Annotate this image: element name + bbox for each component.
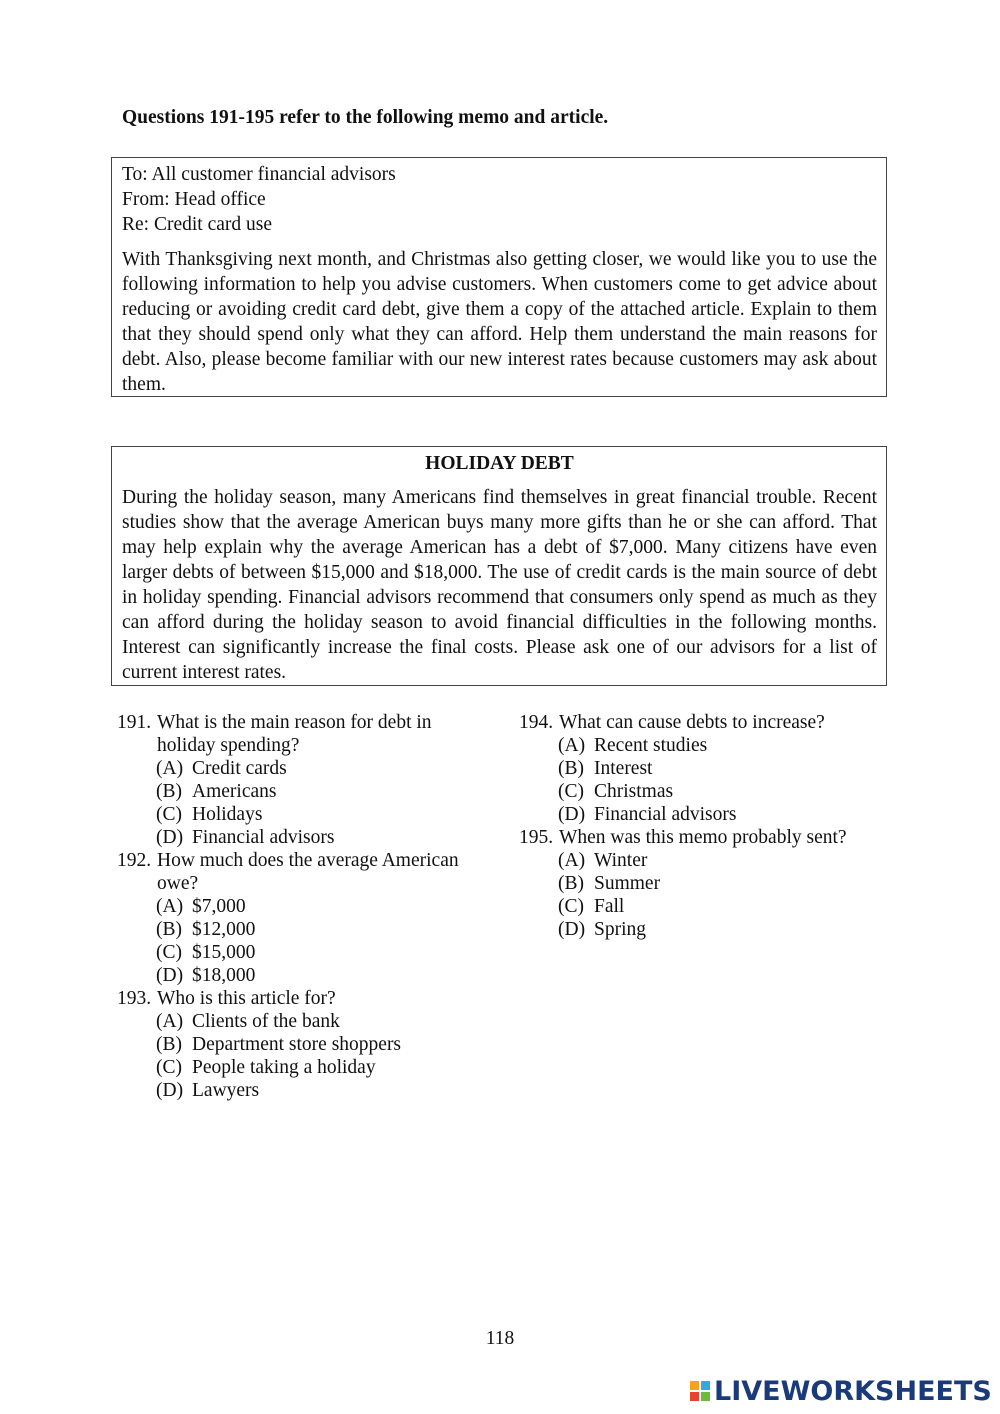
option-letter: (A): [156, 1011, 184, 1032]
memo-re: Re: Credit card use: [122, 214, 272, 235]
question-number: 191.: [117, 712, 152, 733]
option-text: Summer: [594, 873, 661, 894]
memo-box: [111, 157, 887, 397]
option-191-c[interactable]: [117, 803, 487, 826]
option-text: Financial advisors: [192, 827, 335, 848]
option-191-a[interactable]: [117, 757, 487, 780]
memo-to: To: All customer financial advisors: [122, 164, 396, 185]
option-letter: (C): [156, 804, 182, 825]
option-191-b[interactable]: [117, 780, 487, 803]
option-192-d[interactable]: [117, 964, 487, 987]
option-text: Credit cards: [192, 758, 287, 779]
question-194: [519, 711, 889, 734]
question-192: [117, 849, 487, 895]
option-192-a[interactable]: [117, 895, 487, 918]
option-letter: (C): [156, 1057, 182, 1078]
option-text: $7,000: [192, 896, 246, 917]
option-194-c[interactable]: [519, 780, 889, 803]
option-text: Americans: [192, 781, 277, 802]
option-letter: (D): [156, 827, 184, 848]
option-text: $18,000: [192, 965, 256, 986]
option-194-b[interactable]: [519, 757, 889, 780]
option-192-b[interactable]: [117, 918, 487, 941]
question-text: How much does the average American owe?: [157, 850, 459, 894]
option-text: People taking a holiday: [192, 1057, 376, 1078]
option-193-b[interactable]: [117, 1033, 487, 1056]
question-number: 193.: [117, 988, 152, 1009]
option-text: Interest: [594, 758, 653, 779]
article-title: HOLIDAY DEBT: [425, 453, 574, 474]
option-194-a[interactable]: [519, 734, 889, 757]
option-text: $12,000: [192, 919, 256, 940]
memo-body: With Thanksgiving next month, and Christmas also getting closer, we would like you to use the following information to help you advise customers. When customers come to get advice about reducing or avoiding credit card debt, give them a copy of the attached article. Explain to them that they should spend only what they can afford. Help them understand the main reasons for debt. Also, please become familiar with our new interest rates because customers may ask about them.: [122, 249, 877, 395]
option-text: Winter: [594, 850, 648, 871]
option-195-a[interactable]: [519, 849, 889, 872]
questions-heading: Questions 191-195 refer to the following memo and article.: [122, 107, 609, 128]
option-letter: (A): [558, 850, 586, 871]
option-letter: (A): [156, 758, 184, 779]
option-letter: (B): [558, 873, 584, 894]
option-letter: (C): [156, 942, 182, 963]
option-193-a[interactable]: [117, 1010, 487, 1033]
questions-column-right: [519, 711, 889, 941]
option-text: Clients of the bank: [192, 1011, 340, 1032]
memo-header: [122, 162, 877, 237]
question-193: [117, 987, 487, 1010]
option-letter: (D): [156, 965, 184, 986]
question-text: What is the main reason for debt in holiday spending?: [157, 712, 432, 756]
option-letter: (A): [558, 735, 586, 756]
question-195: [519, 826, 889, 849]
option-text: Financial advisors: [594, 804, 737, 825]
question-text: Who is this article for?: [157, 988, 336, 1009]
question-number: 194.: [519, 712, 554, 733]
logo-block: [701, 1392, 710, 1401]
question-number: 192.: [117, 850, 152, 871]
question-number: 195.: [519, 827, 554, 848]
page-number: 118: [485, 1328, 515, 1349]
option-letter: (C): [558, 781, 584, 802]
option-text: Fall: [594, 896, 625, 917]
option-letter: (D): [558, 919, 586, 940]
memo-from: From: Head office: [122, 189, 266, 210]
option-text: Holidays: [192, 804, 263, 825]
logo-block: [701, 1381, 710, 1390]
option-195-d[interactable]: [519, 918, 889, 941]
option-letter: (A): [156, 896, 184, 917]
option-letter: (B): [156, 781, 182, 802]
option-letter: (D): [558, 804, 586, 825]
option-text: Recent studies: [594, 735, 708, 756]
article-box: [111, 446, 887, 686]
option-193-d[interactable]: [117, 1079, 487, 1102]
option-192-c[interactable]: [117, 941, 487, 964]
option-letter: (C): [558, 896, 584, 917]
option-text: Spring: [594, 919, 647, 940]
questions-column-left: [117, 711, 487, 1102]
option-195-b[interactable]: [519, 872, 889, 895]
option-text: Department store shoppers: [192, 1034, 402, 1055]
option-194-d[interactable]: [519, 803, 889, 826]
option-text: Christmas: [594, 781, 674, 802]
option-text: $15,000: [192, 942, 256, 963]
option-letter: (D): [156, 1080, 184, 1101]
logo-text: LIVEWORKSHEETS: [714, 1375, 992, 1407]
question-191: [117, 711, 487, 757]
option-letter: (B): [156, 919, 182, 940]
option-text: Lawyers: [192, 1080, 260, 1101]
article-body: During the holiday season, many Americans find themselves in great financial trouble. Recent studies show that the average American buys many more gifts than he or she can afford. That may help explain why the average American has a debt of $7,000. Many citizens have even larger debts of between $15,000 and $18,000. The use of credit cards is the main source of debt in holiday spending. Financial advisors recommend that consumers only spend as much as they can afford during the holiday season to avoid financial difficulties in the following months. Interest can significantly increase the final costs. Please ask one of our advisors for a list of current interest rates.: [122, 487, 877, 683]
logo-block: [690, 1381, 699, 1390]
liveworksheets-logo[interactable]: [690, 1376, 992, 1406]
option-193-c[interactable]: [117, 1056, 487, 1079]
question-text: When was this memo probably sent?: [559, 827, 847, 848]
option-letter: (B): [558, 758, 584, 779]
option-letter: (B): [156, 1034, 182, 1055]
option-195-c[interactable]: [519, 895, 889, 918]
question-text: What can cause debts to increase?: [559, 712, 825, 733]
logo-block: [690, 1392, 699, 1401]
logo-blocks-icon: [690, 1381, 710, 1401]
option-191-d[interactable]: [117, 826, 487, 849]
